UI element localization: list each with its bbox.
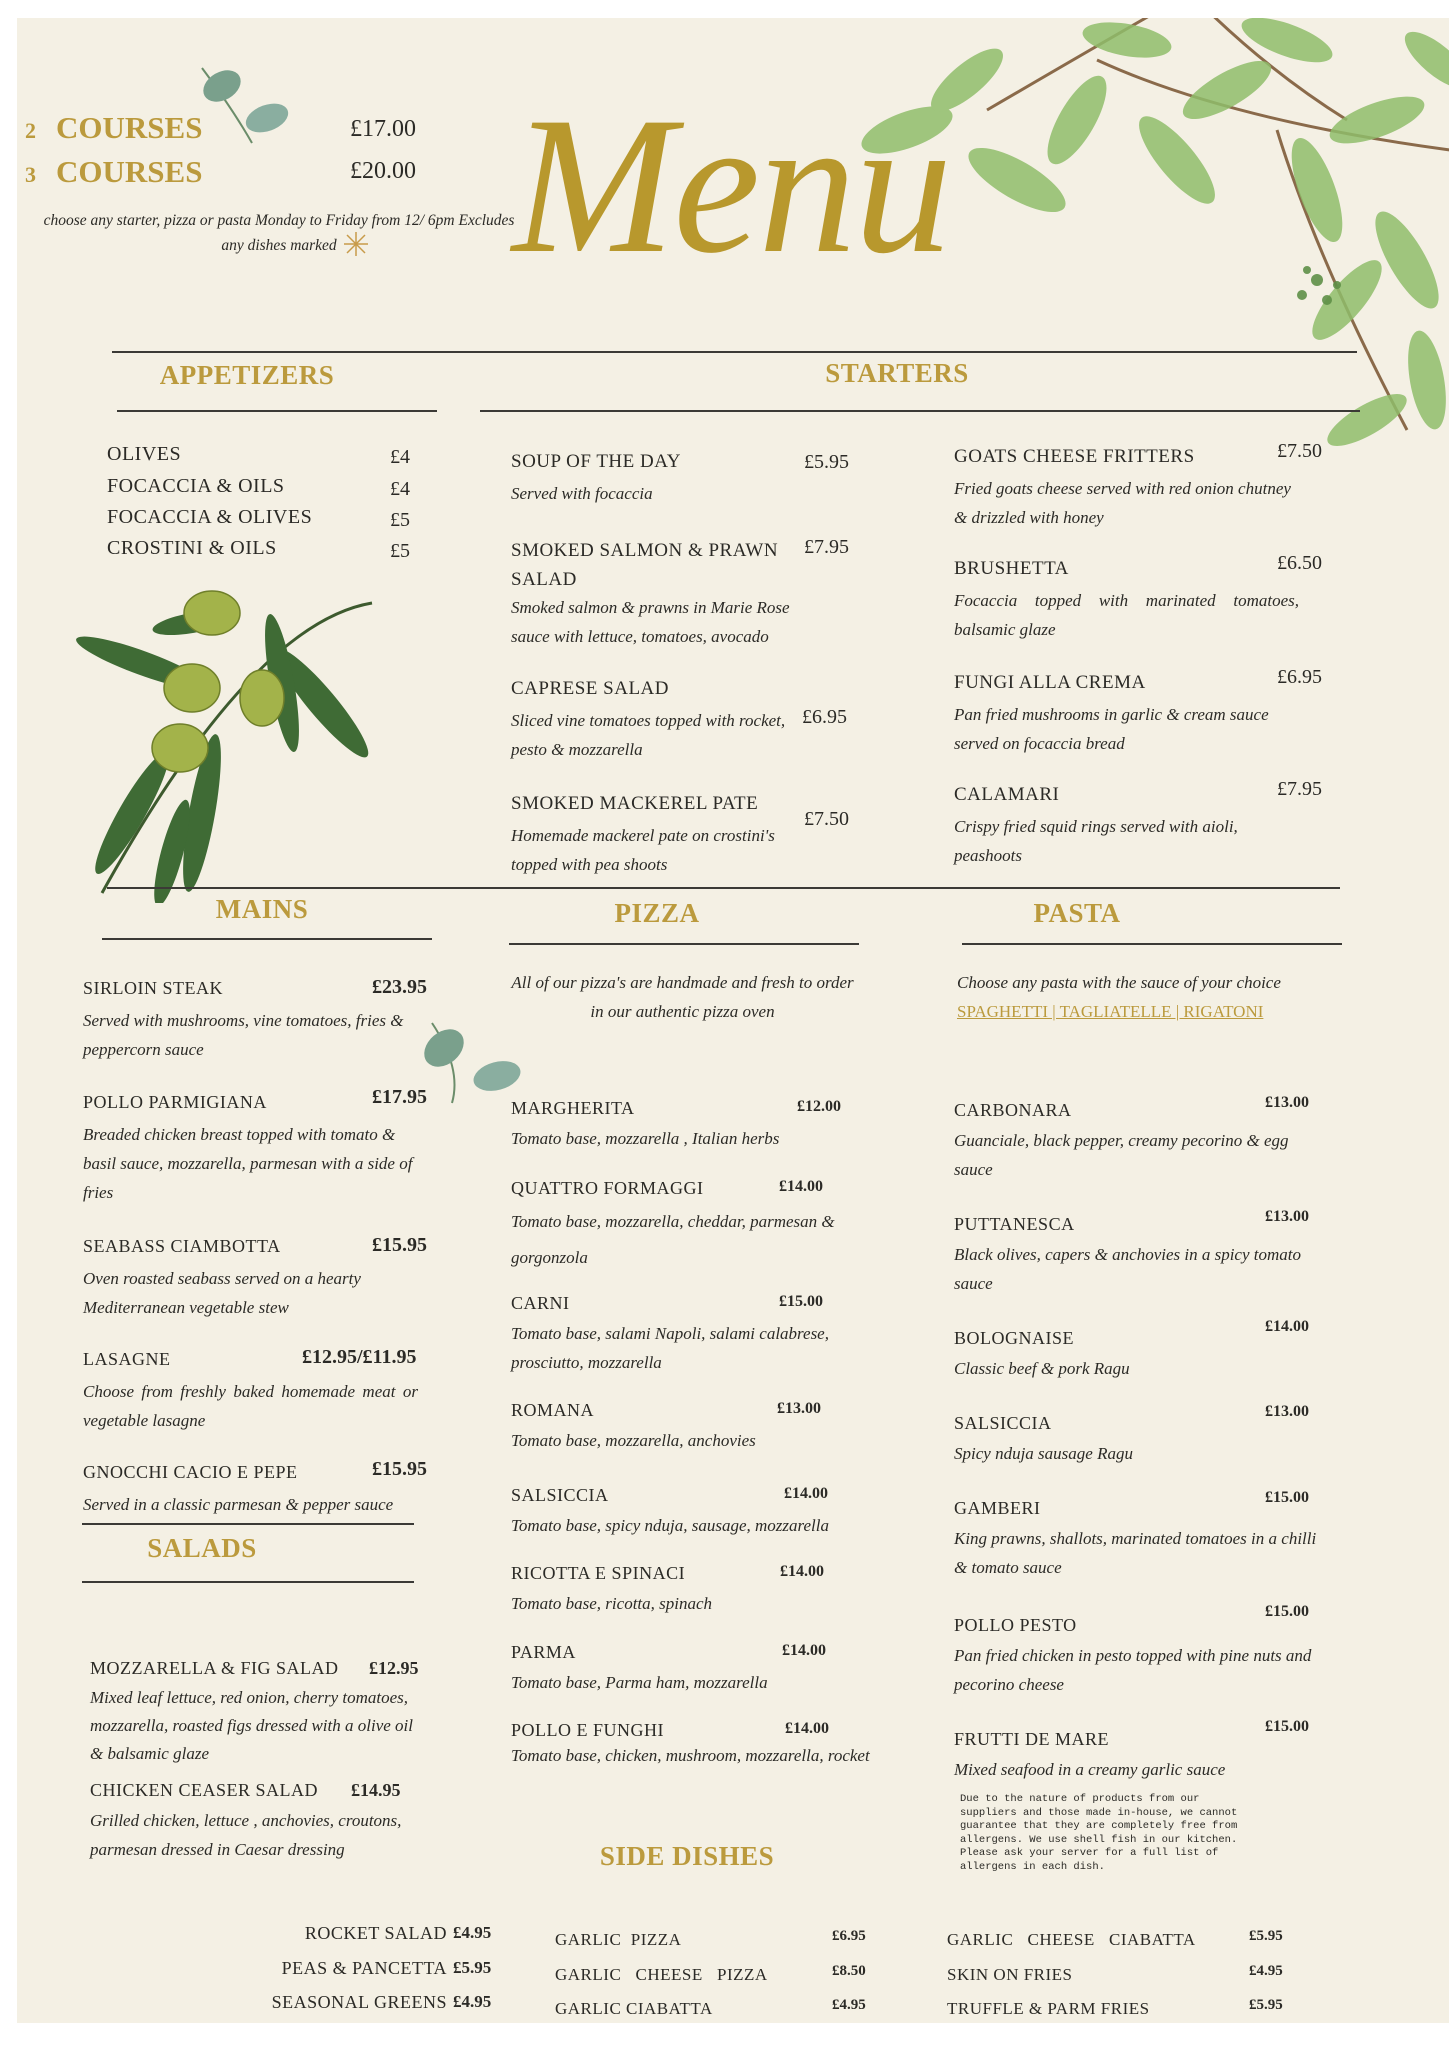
side-dish-price: £4.95 xyxy=(1249,1963,1283,1979)
pizza-name: ROMANA xyxy=(511,1400,595,1420)
starter-price: £7.50 xyxy=(1277,440,1322,462)
pasta-name: PUTTANESCA xyxy=(954,1214,1075,1234)
offer-note-line1: choose any starter, pizza or pasta Monday to Friday from 12/ 6pm Excludes xyxy=(43,212,515,229)
pasta-price: £15.00 xyxy=(1265,1603,1309,1620)
starter-description: Fried goats cheese served with red onion chutney & drizzled with honey xyxy=(954,479,1291,527)
pasta-price: £13.00 xyxy=(1265,1403,1309,1420)
pizza-description: Tomato base, spicy nduja, sausage, mozzarella xyxy=(511,1516,829,1535)
three-course-price: £20.00 xyxy=(350,158,416,184)
two-course-price: £17.00 xyxy=(350,116,416,142)
appetizers-heading: APPETIZERS xyxy=(159,360,335,390)
starter-price: £6.95 xyxy=(802,706,847,728)
two-course-number: 2 xyxy=(25,118,36,143)
starter-name: CALAMARI xyxy=(954,784,1060,805)
menu-page xyxy=(17,18,1449,2023)
side-dishes-heading: SIDE DISHES xyxy=(599,1841,775,1871)
pizza-price: £12.00 xyxy=(797,1098,841,1115)
starter-name: FUNGI ALLA CREMA xyxy=(954,672,1146,693)
side-dish-price: £5.95 xyxy=(1249,1928,1283,1944)
pizza-heading: PIZZA xyxy=(614,898,700,928)
appetizers-underline xyxy=(117,410,437,412)
side-dish-price: £8.50 xyxy=(832,1963,866,1979)
starter-name: CAPRESE SALAD xyxy=(511,678,669,699)
main-description: Oven roasted seabass served on a hearty Mediterranean vegetable stew xyxy=(83,1269,361,1317)
offer-note-line2: any dishes marked xyxy=(221,237,337,254)
pasta-description: Black olives, capers & anchovies in a spicy tomato sauce xyxy=(954,1245,1301,1293)
starter-price: £7.95 xyxy=(804,536,849,558)
side-dish-name: PEAS & PANCETTA xyxy=(281,1958,447,1978)
side-dish-name: SEASONAL GREENS xyxy=(271,1992,447,2012)
side-dish-name: GARLIC CHEESE PIZZA xyxy=(555,1965,768,1984)
starter-price: £7.95 xyxy=(1277,778,1322,800)
salad-description: Mixed leaf lettuce, red onion, cherry tomatoes, mozzarella, roasted figs dressed with a olive oil & balsamic glaze xyxy=(90,1688,413,1763)
pizza-price: £15.00 xyxy=(779,1293,823,1310)
starter-name: BRUSHETTA xyxy=(954,558,1069,579)
appetizer-price: £4 xyxy=(390,446,410,468)
main-name: LASAGNE xyxy=(83,1349,171,1369)
pizza-description: Tomato base, ricotta, spinach xyxy=(511,1594,713,1613)
salad-name: MOZZARELLA & FIG SALAD xyxy=(90,1658,339,1678)
pasta-price: £15.00 xyxy=(1265,1718,1309,1735)
main-name: SEABASS CIAMBOTTA xyxy=(83,1236,281,1256)
eucalyptus-sprig-icon xyxy=(192,58,312,158)
pizza-price: £14.00 xyxy=(785,1720,829,1737)
starter-description: Focaccia topped with marinated tomatoes, balsamic glaze xyxy=(954,591,1299,639)
appetizer-price: £5 xyxy=(390,509,410,531)
main-name: POLLO PARMIGIANA xyxy=(83,1092,267,1112)
pizza-underline xyxy=(509,943,859,945)
pizza-description: Tomato base, Parma ham, mozzarella xyxy=(511,1673,768,1692)
side-dish-name: ROCKET SALAD xyxy=(304,1923,447,1943)
starter-description: Homemade mackerel pate on crostini's topped with pea shoots xyxy=(511,826,775,874)
salad-price: £14.95 xyxy=(351,1780,401,1800)
middle-divider xyxy=(107,887,1340,889)
appetizer-price: £4 xyxy=(390,478,410,500)
menu-title: Menu xyxy=(512,77,951,294)
offer-note xyxy=(24,208,534,258)
starter-description: Served with focaccia xyxy=(511,484,653,503)
side-dish-name: TRUFFLE & PARM FRIES xyxy=(947,1999,1150,2018)
pasta-name: BOLOGNAISE xyxy=(954,1328,1074,1348)
pasta-description: Guanciale, black pepper, creamy pecorino & egg sauce xyxy=(954,1131,1289,1179)
main-price: £15.95 xyxy=(372,1458,427,1480)
pizza-description: Tomato base, chicken, mushroom, mozzarella, rocket xyxy=(511,1746,870,1765)
main-name: GNOCCHI CACIO E PEPE xyxy=(83,1462,298,1482)
salad-name: CHICKEN CEASER SALAD xyxy=(90,1780,319,1800)
pasta-description: King prawns, shallots, marinated tomatoes in a chilli & tomato sauce xyxy=(954,1529,1317,1577)
two-course-offer xyxy=(25,110,202,146)
side-dish-price: £4.95 xyxy=(453,1992,492,2011)
pasta-intro: Choose any pasta with the sauce of your choice xyxy=(957,973,1281,992)
pasta-price: £14.00 xyxy=(1265,1318,1309,1335)
side-dish-price: £5.95 xyxy=(1249,1997,1283,2013)
main-price: £15.95 xyxy=(372,1234,427,1256)
pasta-name: GAMBERI xyxy=(954,1498,1041,1518)
pizza-name: MARGHERITA xyxy=(511,1098,635,1118)
pasta-underline xyxy=(962,943,1342,945)
pizza-price: £14.00 xyxy=(779,1178,823,1195)
pizza-price: £14.00 xyxy=(782,1642,826,1659)
pasta-price: £13.00 xyxy=(1265,1208,1309,1225)
starter-description: Sliced vine tomatoes topped with rocket, pesto & mozzarella xyxy=(511,711,786,759)
main-description: Served with mushrooms, vine tomatoes, fries & peppercorn sauce xyxy=(83,1011,404,1059)
pasta-heading: PASTA xyxy=(1033,898,1121,928)
pasta-description: Mixed seafood in a creamy garlic sauce xyxy=(954,1760,1226,1779)
salads-underline xyxy=(82,1581,414,1583)
top-divider xyxy=(112,351,1357,353)
pasta-price: £13.00 xyxy=(1265,1094,1309,1111)
side-dish-name: GARLIC CIABATTA xyxy=(555,1999,713,2018)
mains-heading: MAINS xyxy=(215,894,309,924)
starters-underline xyxy=(480,410,1360,412)
salad-description: Grilled chicken, lettuce , anchovies, croutons, parmesan dressed in Caesar dressing xyxy=(90,1811,402,1859)
pasta-name: SALSICCIA xyxy=(954,1413,1052,1433)
starter-price: £7.50 xyxy=(804,808,849,830)
side-dish-price: £6.95 xyxy=(832,1928,866,1944)
pizza-price: £14.00 xyxy=(780,1563,824,1580)
appetizer-name: CROSTINI & OILS xyxy=(107,537,277,559)
main-description: Served in a classic parmesan & pepper sauce xyxy=(83,1495,394,1514)
side-dish-price: £4.95 xyxy=(832,1997,866,2013)
main-description: Breaded chicken breast topped with tomato & basil sauce, mozzarella, parmesan with a side of fries xyxy=(83,1125,413,1202)
salads-heading: SALADS xyxy=(147,1533,257,1563)
allergen-note: Due to the nature of products from our suppliers and those made in-house, we cannot guarantee that they are completely free from allergens. We use shell fish in our kitchen. Please ask your server for a full list of allergens in each dish. xyxy=(960,1793,1238,1873)
starter-name: SMOKED SALMON & PRAWN SALAD xyxy=(511,540,779,590)
pizza-description: Tomato base, salami Napoli, salami calabrese, prosciutto, mozzarella xyxy=(511,1324,829,1372)
pizza-price: £13.00 xyxy=(777,1400,821,1417)
appetizer-name: FOCACCIA & OLIVES xyxy=(107,506,313,528)
starter-name: SMOKED MACKEREL PATE xyxy=(511,793,759,814)
side-dish-price: £5.95 xyxy=(453,1958,492,1977)
starters-heading: STARTERS xyxy=(825,358,969,388)
starter-description: Smoked salmon & prawns in Marie Rose sauce with lettuce, tomatoes, avocado xyxy=(511,598,790,646)
starter-description: Crispy fried squid rings served with aioli, peashoots xyxy=(954,817,1238,865)
side-dish-price: £4.95 xyxy=(453,1923,492,1942)
starter-name: GOATS CHEESE FRITTERS xyxy=(954,446,1195,467)
main-description: Choose from freshly baked homemade meat or vegetable lasagne xyxy=(83,1382,418,1430)
appetizer-name: FOCACCIA & OILS xyxy=(107,475,285,497)
salads-overline xyxy=(82,1523,414,1525)
eucalyptus-sprig-icon xyxy=(412,1018,532,1108)
main-name: SIRLOIN STEAK xyxy=(83,978,223,998)
pizza-name: PARMA xyxy=(511,1642,576,1662)
pasta-shapes: SPAGHETTI | TAGLIATELLE | RIGATONI xyxy=(957,1002,1264,1021)
three-course-offer xyxy=(25,154,202,190)
appetizer-name: OLIVES xyxy=(107,443,182,465)
side-dish-name: SKIN ON FRIES xyxy=(947,1965,1073,1984)
pasta-name: CARBONARA xyxy=(954,1100,1072,1120)
pasta-name: POLLO PESTO xyxy=(954,1615,1077,1635)
pasta-name: FRUTTI DE MARE xyxy=(954,1729,1109,1749)
salad-price: £12.95 xyxy=(369,1658,419,1678)
pizza-name: POLLO E FUNGHI xyxy=(511,1720,664,1740)
main-price: £12.95/£11.95 xyxy=(302,1346,417,1368)
starter-price: £6.95 xyxy=(1277,666,1322,688)
starter-name: SOUP OF THE DAY xyxy=(511,451,681,472)
three-course-number: 3 xyxy=(25,162,36,187)
olive-branch-icon xyxy=(72,563,402,903)
pizza-price: £14.00 xyxy=(784,1485,828,1502)
pizza-name: CARNI xyxy=(511,1293,570,1313)
starter-description: Pan fried mushrooms in garlic & cream sauce served on focaccia bread xyxy=(954,705,1269,753)
pizza-name: SALSICCIA xyxy=(511,1485,609,1505)
pizza-description: Tomato base, mozzarella, anchovies xyxy=(511,1431,756,1450)
pasta-description: Classic beef & pork Ragu xyxy=(954,1359,1130,1378)
two-course-label: COURSES xyxy=(56,110,203,145)
pasta-description: Spicy nduja sausage Ragu xyxy=(954,1444,1133,1463)
pizza-name: QUATTRO FORMAGGI xyxy=(511,1178,704,1198)
starter-price: £5.95 xyxy=(804,451,849,473)
pizza-description: Tomato base, mozzarella, cheddar, parmesan & gorgonzola xyxy=(511,1212,835,1267)
appetizer-price: £5 xyxy=(390,540,410,562)
pizza-name: RICOTTA E SPINACI xyxy=(511,1563,686,1583)
main-price: £23.95 xyxy=(372,976,427,998)
pasta-description: Pan fried chicken in pesto topped with pine nuts and pecorino cheese xyxy=(954,1646,1312,1694)
pizza-intro: All of our pizza's are handmade and fresh to order in our authentic pizza oven xyxy=(511,973,854,1021)
side-dish-name: GARLIC CHEESE CIABATTA xyxy=(947,1930,1196,1949)
side-dish-name: GARLIC PIZZA xyxy=(555,1930,682,1949)
starter-price: £6.50 xyxy=(1277,552,1322,574)
three-course-label: COURSES xyxy=(56,154,203,189)
pasta-price: £15.00 xyxy=(1265,1489,1309,1506)
pizza-description: Tomato base, mozzarella , Italian herbs xyxy=(511,1129,780,1148)
main-price: £17.95 xyxy=(372,1086,427,1108)
mains-underline xyxy=(102,938,432,940)
